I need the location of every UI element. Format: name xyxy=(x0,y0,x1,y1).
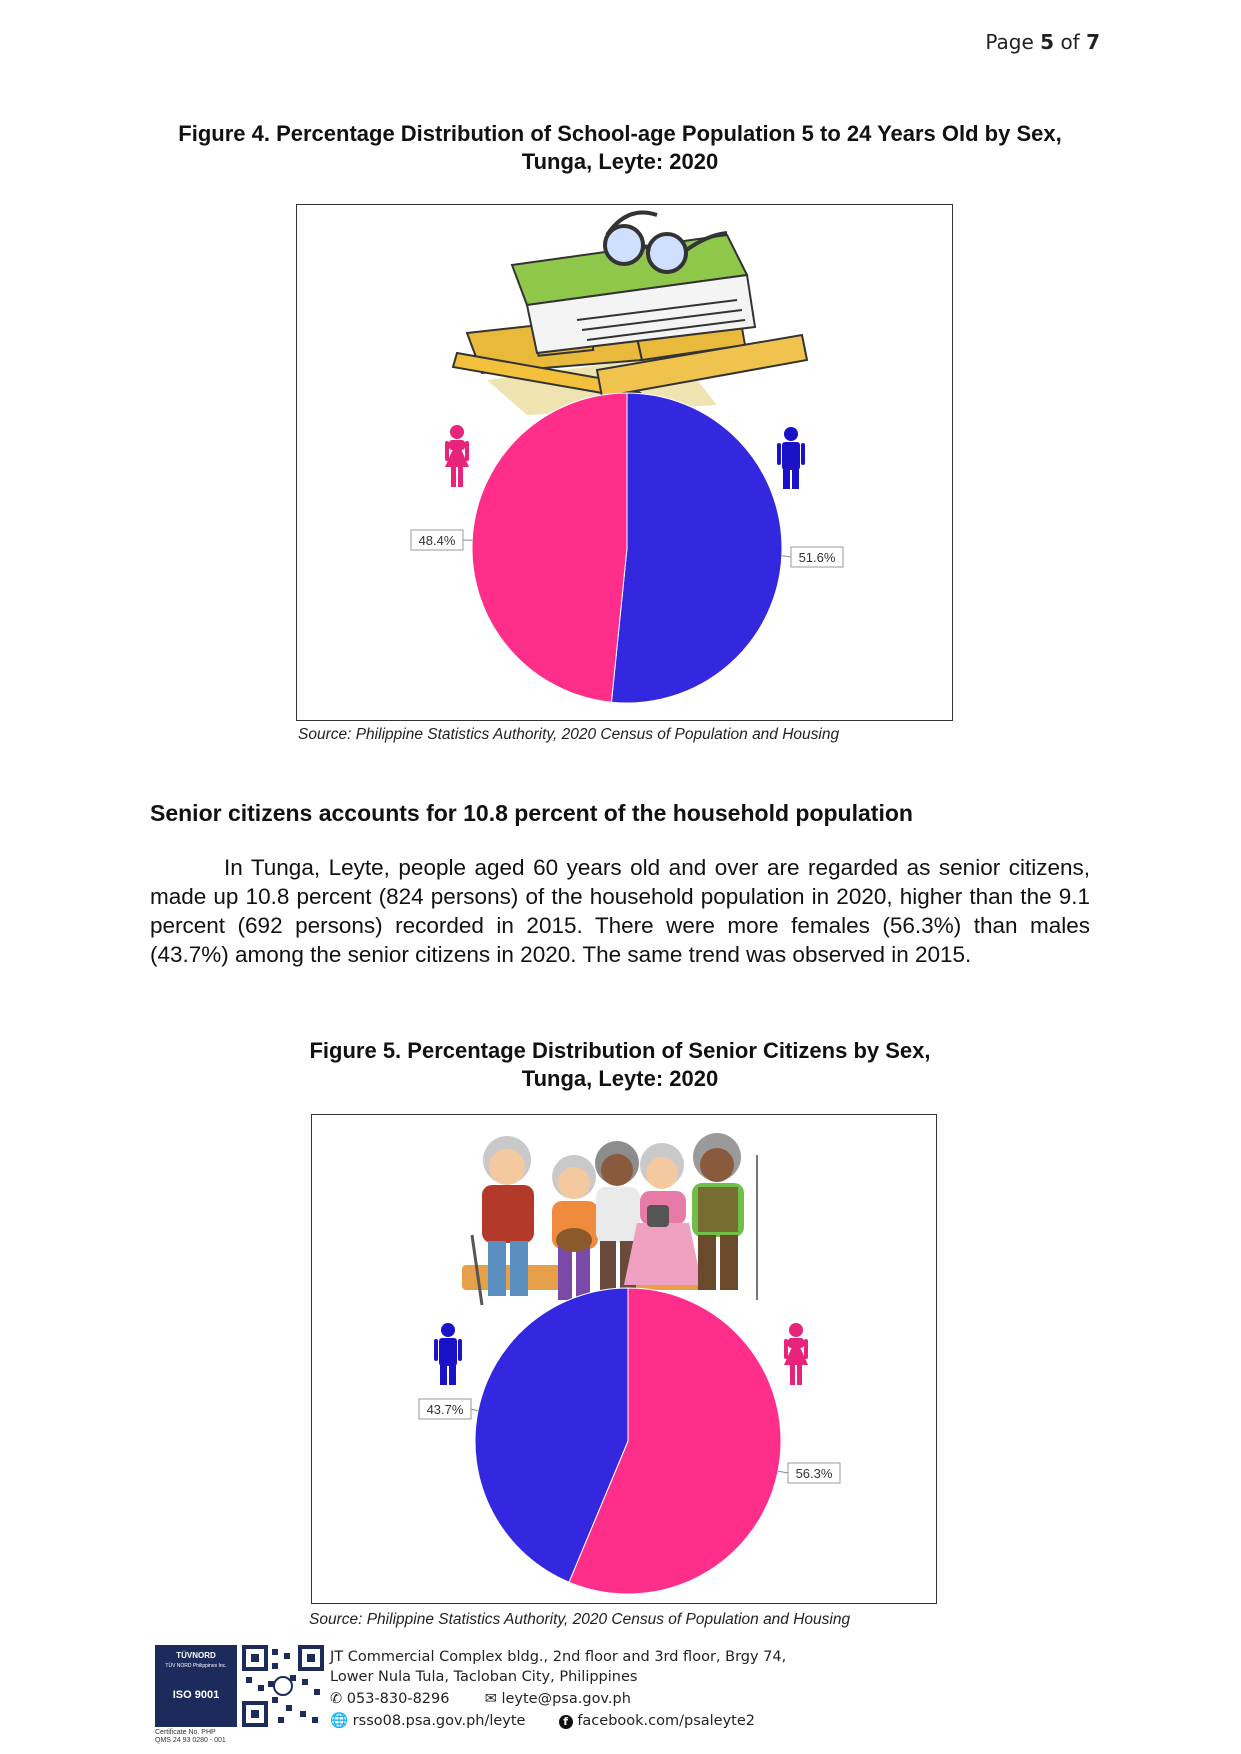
section-heading: Senior citizens accounts for 10.8 percent of the household population xyxy=(150,800,913,826)
certificate-number xyxy=(155,1729,255,1745)
page-of-label: of xyxy=(1060,30,1080,54)
address-line2: Lower Nula Tula, Tacloban City, Philippines xyxy=(330,1669,638,1685)
figure5-title-line1: Figure 5. Percentage Distribution of Senior Citizens by Sex, xyxy=(309,1038,931,1063)
contact-row-1 xyxy=(330,1689,920,1709)
figure5-source: Source: Philippine Statistics Authority, 2020 Census of Population and Housing xyxy=(309,1611,851,1628)
cert-brand: TÜVNORD xyxy=(176,1651,216,1660)
page-current: 5 xyxy=(1040,30,1055,54)
qr-code-icon[interactable] xyxy=(242,1645,324,1727)
website-link[interactable]: rsso08.psa.gov.ph/leyte xyxy=(352,1713,526,1729)
figure5-title-line2: Tunga, Leyte: 2020 xyxy=(521,1066,719,1091)
contact-row-2 xyxy=(330,1711,920,1731)
paragraph-text: In Tunga, Leyte, people aged 60 years old and over are regarded as senior citizens, made up 10.8 percent (824 persons) of the household population in 2020, higher than the 9.1 percent (692 persons) recorded in 2015. There were more females (56.3%) than males (43.7%) among the senior citizens in 2020. The same trend was observed in 2015. xyxy=(150,855,1090,967)
cert-no: QMS 24 93 0280 - 001 xyxy=(155,1737,226,1744)
phone-icon: ✆ xyxy=(330,1691,343,1707)
books-glasses-illustration xyxy=(453,213,807,416)
iso-certification-badge xyxy=(155,1645,237,1727)
page-label: Page xyxy=(985,30,1034,54)
figure4-title xyxy=(130,120,1110,176)
email-icon: ✉ xyxy=(484,1691,497,1707)
cert-sub: TÜV NORD Philippines Inc. xyxy=(165,1663,227,1669)
data-label-female: 48.4% xyxy=(418,533,456,548)
figure5-chart-box xyxy=(311,1114,937,1604)
page-total: 7 xyxy=(1086,30,1100,54)
data-label-male: 51.6% xyxy=(798,550,836,565)
footer xyxy=(150,1645,910,1750)
male-icon xyxy=(434,1323,462,1385)
address-line1: JT Commercial Complex bldg., 2nd floor and 3rd floor, Brgy 74, xyxy=(330,1649,787,1665)
cert-no-label: Certificate No. PHP xyxy=(155,1729,216,1736)
globe-icon: 🌐 xyxy=(330,1713,349,1729)
data-label-female: 56.3% xyxy=(795,1466,833,1481)
figure4-source: Source: Philippine Statistics Authority, 2020 Census of Population and Housing xyxy=(298,726,840,743)
section-paragraph xyxy=(150,853,1090,969)
email-link[interactable]: leyte@psa.gov.ph xyxy=(501,1691,631,1707)
footer-contact xyxy=(330,1647,920,1731)
figure4-title-line1: Figure 4. Percentage Distribution of School-age Population 5 to 24 Years Old by Sex, xyxy=(178,121,1062,146)
pie-slice-female xyxy=(472,393,627,702)
figure5-pie xyxy=(419,1288,840,1594)
female-icon xyxy=(445,425,469,487)
figure4-title-line2: Tunga, Leyte: 2020 xyxy=(521,149,719,174)
senior-citizens-illustration xyxy=(462,1133,757,1305)
data-label-male: 43.7% xyxy=(426,1402,464,1417)
iso-label: ISO 9001 xyxy=(172,1689,220,1701)
data-label-leader xyxy=(778,1471,788,1473)
page-number xyxy=(960,30,1100,54)
figure5-chart xyxy=(312,1115,936,1603)
data-label-leader xyxy=(782,556,791,557)
figure4-chart-box xyxy=(296,204,953,721)
facebook-link[interactable]: facebook.com/psaleyte2 xyxy=(577,1713,756,1729)
facebook-icon: f xyxy=(559,1715,573,1729)
figure5-title xyxy=(130,1037,1110,1093)
figure4-chart xyxy=(297,205,952,720)
female-icon xyxy=(784,1323,808,1385)
phone-number[interactable]: 053-830-8296 xyxy=(346,1691,450,1707)
pie-slice-male xyxy=(611,393,782,703)
data-label-leader xyxy=(471,1409,478,1411)
figure4-pie xyxy=(411,393,843,703)
male-icon xyxy=(777,427,805,489)
